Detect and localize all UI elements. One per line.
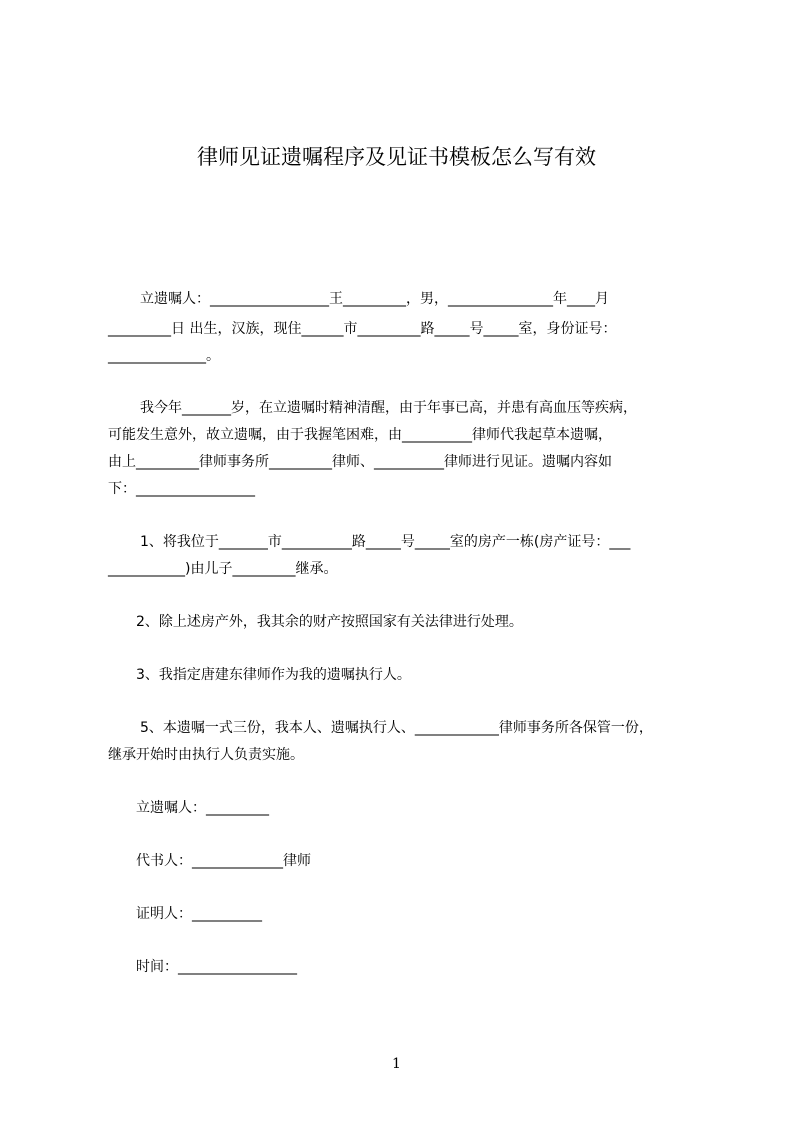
clause-2: 2、除上述房产外，我其余的财产按照国家有关法律进行处理。: [136, 614, 523, 630]
document-title: 律师见证遗嘱程序及见证书模板怎么写有效: [197, 145, 596, 169]
intro-line-1: 立遗嘱人：_________________王_________，男，_______________年____月: [140, 291, 609, 307]
statement-line-2: 可能发生意外，故立遗嘱，由于我握笔困难，由__________律师代我起草本遗嘱，: [108, 427, 612, 443]
signature-testator: 立遗嘱人：_________: [136, 800, 269, 816]
clause-5-line-2: 继承开始时由执行人负责实施。: [108, 747, 304, 763]
signature-witness: 证明人：__________: [136, 906, 262, 922]
statement-line-3: 由上_________律师事务所_________律师、__________律师进行见证。遗嘱内容如: [108, 454, 612, 470]
signature-time: 时间：_________________: [136, 959, 297, 975]
signature-scribe: 代书人：_____________律师: [136, 853, 311, 869]
intro-line-3: ______________。: [108, 348, 220, 364]
statement-line-1: 我今年_______岁，在立遗嘱时精神清醒，由于年事已高，并患有高血压等疾病，: [140, 400, 637, 416]
page-number: 1: [392, 1056, 401, 1072]
intro-line-2: _________日 出生，汉族，现住______市_________路_____号_____室，身份证号：: [108, 321, 617, 337]
clause-3: 3、我指定唐建东律师作为我的遗嘱执行人。: [136, 667, 411, 683]
statement-line-4: 下：_________________: [108, 481, 255, 497]
clause-5-line-1: 5、本遗嘱一式三份，我本人、遗嘱执行人、____________律师事务所各保管一份，: [140, 720, 653, 736]
clause-1-line-1: 1、将我位于_______市__________路_____号_____室的房产一栋(房产证号：___: [140, 534, 631, 550]
clause-1-line-2: ___________)由儿子_________继承。: [108, 561, 338, 577]
